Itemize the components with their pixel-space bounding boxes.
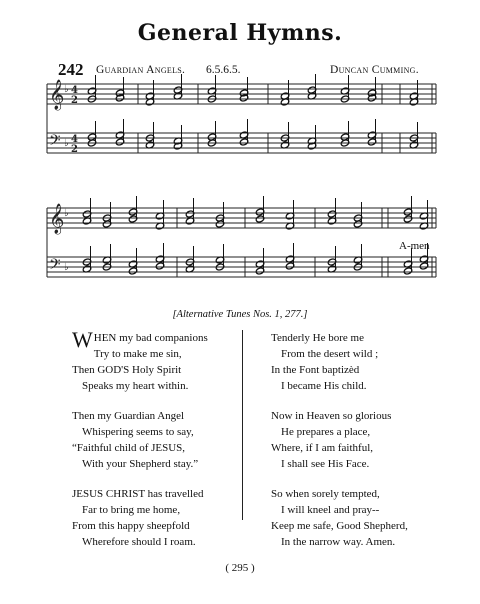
clefs-and-time-signatures — [49, 79, 78, 277]
verse-line: In the narrow way. Amen. — [281, 536, 396, 548]
amen-label: A-men — [399, 240, 430, 252]
verse-line: Wherefore should I roam. — [82, 536, 196, 548]
tune-name: Guardian Angels. — [96, 64, 186, 76]
verse-line: Tenderly He bore me — [271, 332, 364, 344]
verse-line: Keep me safe, Good Shepherd, — [271, 520, 408, 532]
verse — [271, 330, 451, 394]
page-number: ( 295 ) — [225, 562, 255, 574]
page-header-title: General Hymns. — [137, 20, 343, 46]
svg-text:♭: ♭ — [64, 138, 69, 149]
staff-lines — [47, 84, 436, 277]
svg-text:2: 2 — [71, 144, 78, 155]
svg-text:𝄞: 𝄞 — [49, 204, 65, 234]
verse-line: So when sorely tempted, — [271, 488, 380, 500]
verse-line: Then my Guardian Angel — [72, 410, 185, 422]
verse — [72, 486, 237, 550]
verses-right-column — [271, 330, 451, 564]
verse-line: From the desert wild ; — [281, 348, 379, 360]
svg-text:♭: ♭ — [64, 262, 69, 273]
composer-name: Duncan Cumming. — [330, 64, 419, 76]
verse-line: Then GOD'S Holy Spirit — [72, 364, 182, 376]
verse-line: Try to make me sin, — [93, 348, 182, 360]
svg-text:𝄞: 𝄞 — [49, 80, 65, 110]
verse-line: “Faithful child of JESUS, — [72, 442, 186, 454]
verse-line: In the Font baptizèd — [271, 364, 360, 376]
verse-line: With your Shepherd stay.” — [82, 458, 199, 470]
verse-line: I shall see His Face. — [281, 458, 370, 470]
alternative-tunes-note: [Alternative Tunes Nos. 1, 277.] — [172, 309, 308, 320]
svg-text:𝄢: 𝄢 — [49, 132, 61, 153]
verse — [271, 486, 451, 550]
svg-text:♭: ♭ — [64, 84, 69, 95]
verse — [72, 408, 237, 472]
verse-line: He prepares a place, — [281, 426, 371, 438]
verse-line: From this happy sheepfold — [72, 520, 190, 532]
svg-text:2: 2 — [71, 95, 78, 106]
verse-line: WHEN my bad companions — [72, 327, 208, 352]
verse-line: Whispering seems to say, — [82, 426, 194, 438]
bar-lines — [47, 84, 436, 277]
svg-text:4: 4 — [71, 134, 78, 145]
hymn-number: 242 — [58, 60, 84, 79]
svg-text:4: 4 — [71, 85, 78, 96]
drop-cap: W — [72, 327, 93, 352]
hymn-meter: 6.5.6.5. — [206, 64, 241, 76]
verse-line: Speaks my heart within. — [82, 380, 189, 392]
verse — [72, 327, 237, 394]
verse-line: JESUS CHRIST has travelled — [72, 488, 204, 500]
verse-line: Now in Heaven so glorious — [271, 410, 392, 422]
verse-line: Far to bring me home, — [82, 504, 181, 516]
column-divider — [242, 330, 243, 520]
verse-line: I became His child. — [281, 380, 367, 392]
svg-text:𝄢: 𝄢 — [49, 256, 61, 277]
svg-text:♭: ♭ — [64, 208, 69, 219]
verse-line: I will kneel and pray-- — [281, 504, 380, 516]
verse-line: Where, if I am faithful, — [271, 442, 374, 454]
verse — [271, 408, 451, 472]
verses-left-column — [72, 327, 237, 564]
